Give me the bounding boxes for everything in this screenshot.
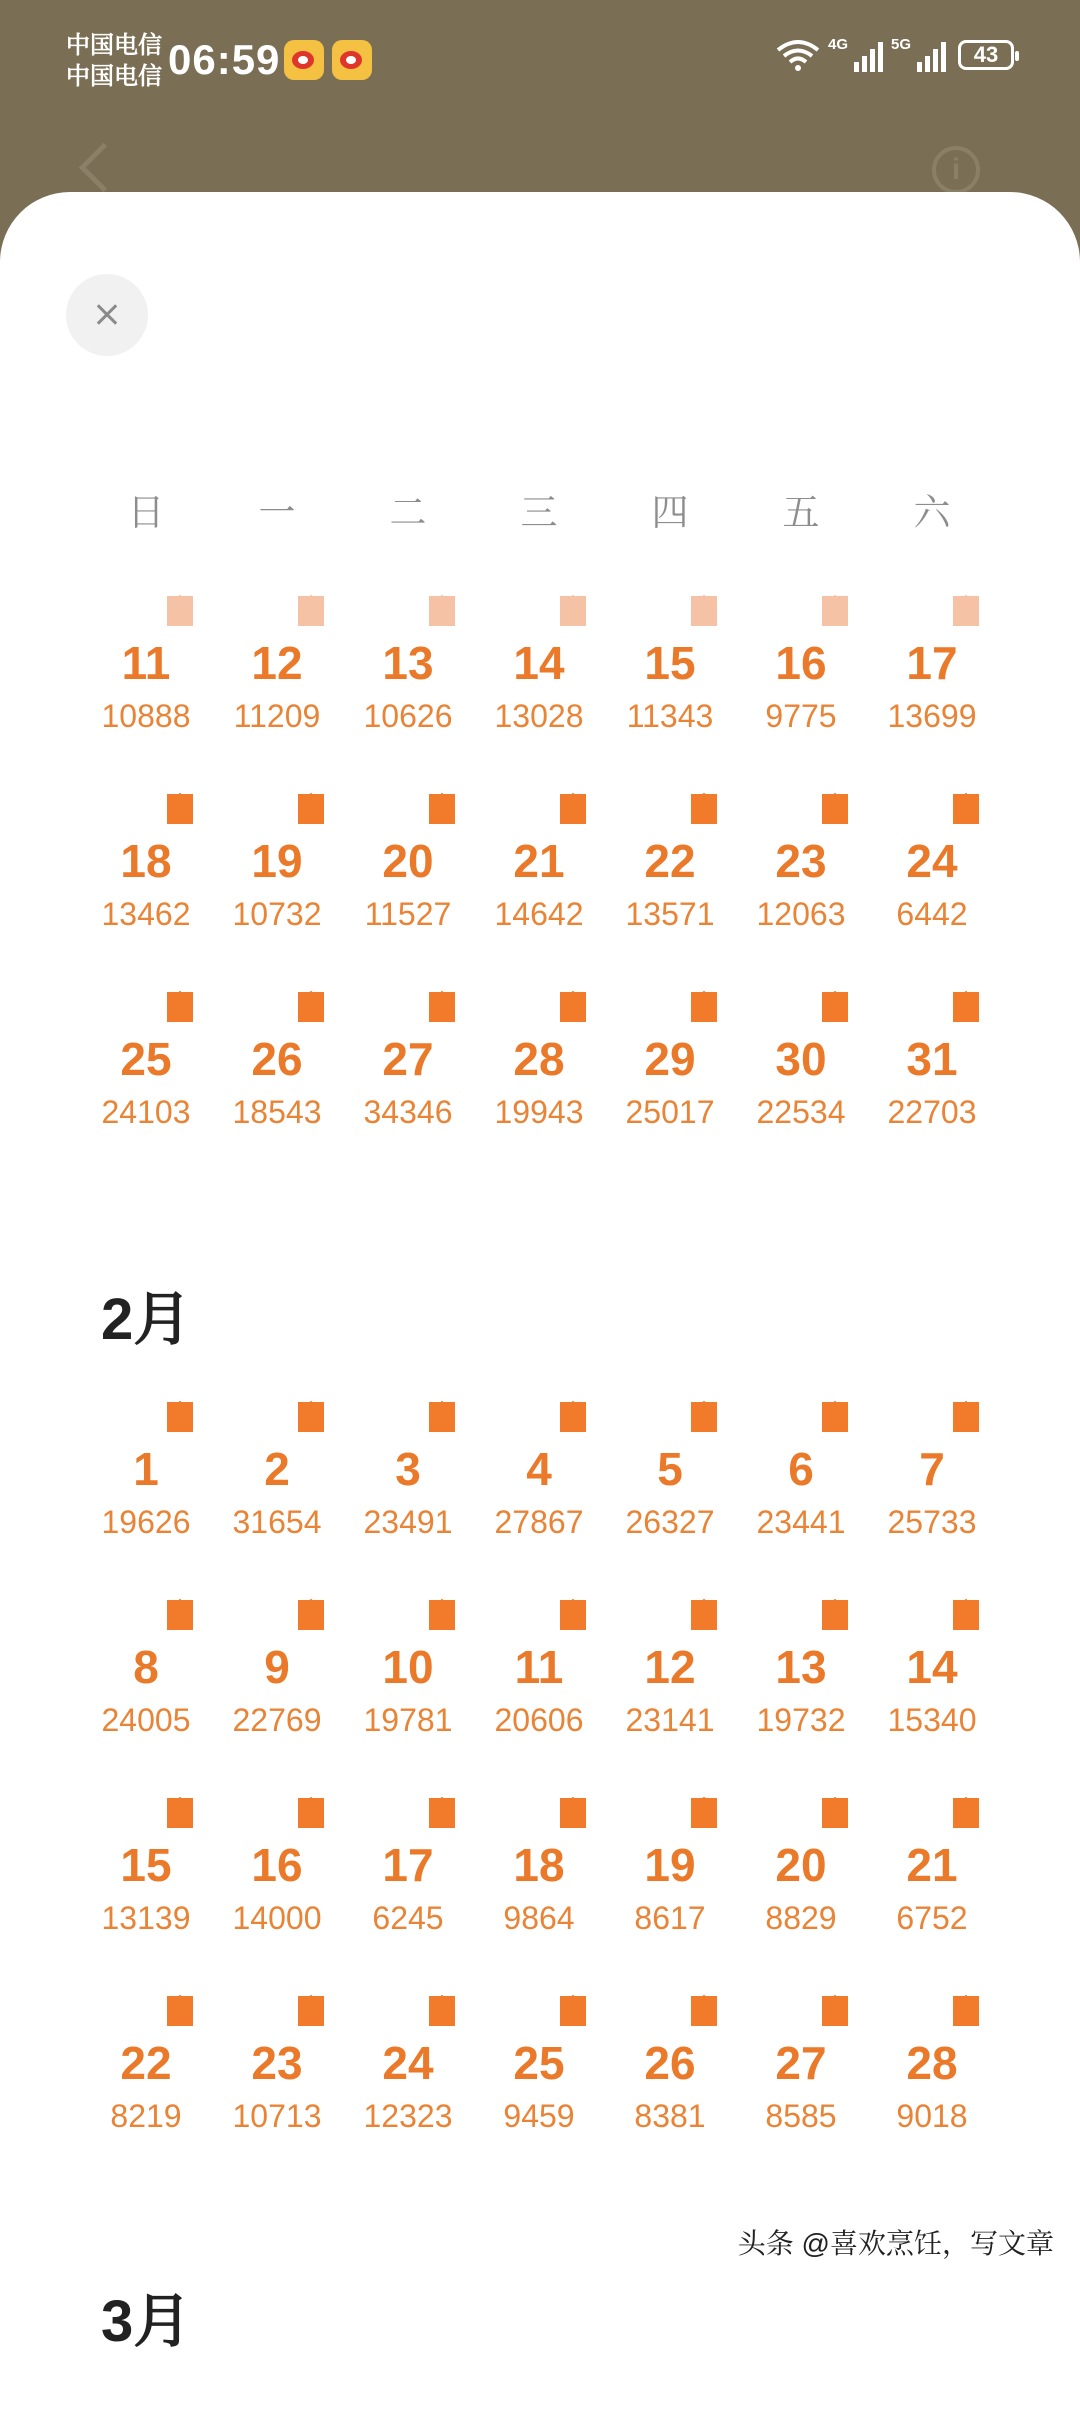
back-arrow-icon[interactable] <box>79 143 128 192</box>
network-5g-label: 5G <box>891 36 912 53</box>
flame-icon <box>167 1798 193 1828</box>
day-count: 19943 <box>494 1094 584 1130</box>
wifi-icon <box>776 38 820 72</box>
day-count: 18543 <box>232 1094 322 1130</box>
day-number: 13 <box>382 637 434 689</box>
day-number: 16 <box>251 1839 303 1891</box>
day-number: 23 <box>251 2037 303 2089</box>
watermark: 头条 @喜欢烹饪，写文章 <box>737 2228 1054 2259</box>
calendar-day-cell[interactable] <box>343 1444 473 1564</box>
weekday-label: 五 <box>782 492 820 533</box>
day-count: 22534 <box>756 1094 846 1130</box>
day-count: 11209 <box>233 698 321 734</box>
flame-icon <box>691 1798 717 1828</box>
flame-icon <box>298 1402 324 1432</box>
day-number: 27 <box>382 1033 434 1085</box>
day-number: 18 <box>120 835 172 887</box>
day-number: 21 <box>513 835 565 887</box>
day-number: 5 <box>657 1443 683 1495</box>
day-count: 14000 <box>232 1900 322 1936</box>
calendar-day-cell[interactable] <box>212 1444 342 1564</box>
day-number: 24 <box>906 835 958 887</box>
calendar-day-cell[interactable] <box>81 1444 211 1564</box>
calendar-day-cell[interactable] <box>605 1444 735 1564</box>
day-count: 13571 <box>625 896 715 932</box>
flame-icon <box>429 1798 455 1828</box>
carrier-2: 中国电信 <box>66 63 162 90</box>
close-button[interactable] <box>66 274 148 356</box>
weekday-label: 一 <box>258 492 296 533</box>
flame-icon <box>822 1402 848 1432</box>
flame-icon <box>298 1798 324 1828</box>
day-count: 14642 <box>494 896 584 932</box>
day-number: 14 <box>906 1641 958 1693</box>
calendar-day-cell[interactable] <box>343 836 473 956</box>
calendar-day-cell[interactable] <box>736 638 866 758</box>
day-count: 9018 <box>896 2098 968 2134</box>
flame-icon <box>822 596 848 626</box>
day-number: 28 <box>906 2037 958 2089</box>
flame-icon <box>298 1600 324 1630</box>
flame-icon <box>822 1798 848 1828</box>
day-number: 6 <box>788 1443 814 1495</box>
info-icon[interactable]: i <box>932 146 980 194</box>
calendar-day-cell[interactable] <box>474 638 604 758</box>
flame-icon <box>560 596 586 626</box>
flame-icon <box>429 1996 455 2026</box>
day-count: 13139 <box>101 1900 191 1936</box>
flame-icon <box>429 596 455 626</box>
day-count: 10732 <box>232 896 322 932</box>
calendar-day-cell[interactable] <box>343 638 473 758</box>
flame-icon <box>560 1600 586 1630</box>
day-number: 17 <box>382 1839 434 1891</box>
calendar-day-cell[interactable] <box>81 1840 211 1960</box>
day-count: 12323 <box>363 2098 453 2134</box>
calendar-day-cell[interactable] <box>474 836 604 956</box>
day-number: 11 <box>514 1641 564 1693</box>
day-count: 25017 <box>625 1094 715 1130</box>
day-number: 2 <box>264 1443 290 1495</box>
flame-icon <box>167 596 193 626</box>
signal-4g-icon <box>828 36 883 72</box>
flame-icon <box>429 1600 455 1630</box>
day-number: 22 <box>120 2037 172 2089</box>
day-number: 11 <box>121 637 171 689</box>
flame-icon <box>167 1402 193 1432</box>
day-count: 23491 <box>363 1504 453 1540</box>
calendar-day-cell[interactable] <box>343 1034 473 1154</box>
carrier-labels <box>66 30 162 92</box>
day-count: 10713 <box>232 2098 322 2134</box>
day-number: 7 <box>919 1443 945 1495</box>
battery-level: 43 <box>973 42 999 67</box>
day-count: 9459 <box>503 2098 575 2134</box>
day-count: 19626 <box>101 1504 191 1540</box>
day-count: 8585 <box>765 2098 837 2134</box>
flame-icon <box>298 1996 324 2026</box>
day-number: 29 <box>644 1033 696 1085</box>
day-count: 25733 <box>887 1504 977 1540</box>
day-number: 20 <box>775 1839 827 1891</box>
flame-icon <box>691 1996 717 2026</box>
day-number: 18 <box>513 1839 565 1891</box>
calendar-day-cell[interactable] <box>605 638 735 758</box>
day-count: 8381 <box>634 2098 706 2134</box>
calendar-day-cell[interactable] <box>605 1840 735 1960</box>
calendar-day-cell[interactable] <box>212 836 342 956</box>
day-number: 20 <box>382 835 434 887</box>
calendar-day-cell[interactable] <box>605 1642 735 1762</box>
day-count: 8829 <box>765 1900 837 1936</box>
day-count: 24005 <box>101 1702 191 1738</box>
calendar-day-cell[interactable] <box>81 836 211 956</box>
day-count: 13699 <box>887 698 977 734</box>
day-number: 15 <box>644 637 696 689</box>
day-number: 19 <box>251 835 303 887</box>
flame-icon <box>953 1402 979 1432</box>
day-number: 3 <box>395 1443 421 1495</box>
day-count: 31654 <box>232 1504 322 1540</box>
status-bar <box>0 0 1080 125</box>
day-count: 15340 <box>887 1702 977 1738</box>
battery-icon <box>958 40 1014 70</box>
day-number: 12 <box>644 1641 696 1693</box>
flame-icon <box>953 1798 979 1828</box>
calendar-day-cell[interactable] <box>81 1034 211 1154</box>
status-time: 06:59 <box>168 36 281 83</box>
day-number: 25 <box>513 2037 565 2089</box>
calendar-day-cell[interactable] <box>736 1034 866 1154</box>
day-count: 34346 <box>363 1094 453 1130</box>
flame-icon <box>691 1600 717 1630</box>
day-count: 6752 <box>896 1900 968 1936</box>
day-count: 22769 <box>232 1702 322 1738</box>
flame-icon <box>560 992 586 1022</box>
calendar-day-cell[interactable] <box>81 2038 211 2158</box>
day-count: 13028 <box>494 698 584 734</box>
calendar-day-cell[interactable] <box>736 1642 866 1762</box>
day-number: 4 <box>526 1443 552 1495</box>
day-number: 13 <box>775 1641 827 1693</box>
calendar-day-cell[interactable] <box>867 1444 997 1564</box>
day-number: 21 <box>906 1839 958 1891</box>
calendar-day-cell[interactable] <box>867 836 997 956</box>
flame-icon <box>691 992 717 1022</box>
day-count: 10888 <box>101 698 191 734</box>
calendar-day-cell[interactable] <box>867 638 997 758</box>
day-count: 11527 <box>364 896 452 932</box>
weibo-notification-icon <box>284 40 324 80</box>
flame-icon <box>560 1996 586 2026</box>
flame-icon <box>560 1798 586 1828</box>
flame-icon <box>822 992 848 1022</box>
flame-icon <box>953 1600 979 1630</box>
status-icons <box>776 38 1014 72</box>
day-count: 12063 <box>756 896 846 932</box>
flame-icon <box>560 1402 586 1432</box>
calendar-day-cell[interactable] <box>343 1642 473 1762</box>
weekday-label: 日 <box>127 492 165 533</box>
day-count: 23441 <box>756 1504 846 1540</box>
day-count: 11343 <box>626 698 714 734</box>
day-number: 12 <box>251 637 303 689</box>
month-title-march: 3月 <box>101 2289 192 2354</box>
day-count: 6245 <box>372 1900 444 1936</box>
calendar-day-cell[interactable] <box>474 1444 604 1564</box>
day-number: 30 <box>775 1033 827 1085</box>
calendar-day-cell[interactable] <box>867 1642 997 1762</box>
flame-icon <box>691 794 717 824</box>
day-count: 9775 <box>765 698 837 734</box>
day-count: 20606 <box>494 1702 584 1738</box>
day-number: 28 <box>513 1033 565 1085</box>
day-number: 27 <box>775 2037 827 2089</box>
carrier-1: 中国电信 <box>66 32 162 59</box>
day-number: 16 <box>775 637 827 689</box>
flame-icon <box>953 596 979 626</box>
day-number: 10 <box>382 1641 434 1693</box>
flame-icon <box>822 1996 848 2026</box>
flame-icon <box>822 794 848 824</box>
flame-icon <box>953 794 979 824</box>
flame-icon <box>298 794 324 824</box>
day-count: 19732 <box>756 1702 846 1738</box>
weekday-label: 六 <box>913 492 951 533</box>
day-number: 15 <box>120 1839 172 1891</box>
day-number: 26 <box>251 1033 303 1085</box>
day-count: 19781 <box>363 1702 453 1738</box>
calendar-day-cell[interactable] <box>605 2038 735 2158</box>
weekday-label: 三 <box>520 492 558 533</box>
day-count: 22703 <box>887 1094 977 1130</box>
day-number: 25 <box>120 1033 172 1085</box>
flame-icon <box>167 794 193 824</box>
month-title-february: 2月 <box>101 1287 192 1352</box>
day-number: 22 <box>644 835 696 887</box>
flame-icon <box>429 794 455 824</box>
flame-icon <box>822 1600 848 1630</box>
calendar-day-cell[interactable] <box>867 1840 997 1960</box>
calendar-day-cell[interactable] <box>736 836 866 956</box>
flame-icon <box>429 992 455 1022</box>
calendar-day-cell[interactable] <box>605 836 735 956</box>
flame-icon <box>298 596 324 626</box>
calendar-day-cell[interactable] <box>474 1840 604 1960</box>
calendar-day-cell[interactable] <box>605 1034 735 1154</box>
flame-icon <box>167 1600 193 1630</box>
calendar-day-cell[interactable] <box>212 1840 342 1960</box>
calendar-day-cell[interactable] <box>736 2038 866 2158</box>
day-count: 23141 <box>625 1702 715 1738</box>
flame-icon <box>298 992 324 1022</box>
calendar-day-cell[interactable] <box>474 1642 604 1762</box>
calendar-day-cell[interactable] <box>736 1840 866 1960</box>
calendar-sheet <box>0 192 1080 2412</box>
day-count: 26327 <box>625 1504 715 1540</box>
day-count: 27867 <box>494 1504 584 1540</box>
weekday-label: 二 <box>389 492 427 533</box>
day-count: 24103 <box>101 1094 191 1130</box>
day-count: 8219 <box>110 2098 182 2134</box>
calendar-day-cell[interactable] <box>867 1034 997 1154</box>
day-count: 10626 <box>363 698 453 734</box>
day-number: 1 <box>133 1443 159 1495</box>
calendar-day-cell[interactable] <box>736 1444 866 1564</box>
day-number: 26 <box>644 2037 696 2089</box>
flame-icon <box>953 1996 979 2026</box>
day-count: 6442 <box>896 896 968 932</box>
calendar-day-cell[interactable] <box>212 2038 342 2158</box>
flame-icon <box>953 992 979 1022</box>
calendar-day-cell[interactable] <box>474 2038 604 2158</box>
weekday-header <box>0 482 1080 533</box>
calendar-day-cell[interactable] <box>474 1034 604 1154</box>
calendar-day-cell[interactable] <box>212 1034 342 1154</box>
day-number: 14 <box>513 637 565 689</box>
day-count: 8617 <box>634 1900 706 1936</box>
weekday-label: 四 <box>651 492 689 533</box>
calendar-day-cell[interactable] <box>212 1642 342 1762</box>
day-count: 9864 <box>503 1900 575 1936</box>
calendar-day-cell[interactable] <box>212 638 342 758</box>
calendar-day-cell[interactable] <box>343 1840 473 1960</box>
flame-icon <box>691 1402 717 1432</box>
calendar-day-cell[interactable] <box>867 2038 997 2158</box>
day-number: 19 <box>644 1839 696 1891</box>
calendar-day-cell[interactable] <box>81 638 211 758</box>
calendar-day-cell[interactable] <box>81 1642 211 1762</box>
day-number: 17 <box>906 637 958 689</box>
day-number: 24 <box>382 2037 434 2089</box>
flame-icon <box>167 992 193 1022</box>
weibo-notification-icon <box>332 40 372 80</box>
calendar-day-cell[interactable] <box>343 2038 473 2158</box>
day-number: 31 <box>906 1033 958 1085</box>
day-number: 23 <box>775 835 827 887</box>
signal-5g-icon <box>891 36 946 72</box>
flame-icon <box>560 794 586 824</box>
flame-icon <box>429 1402 455 1432</box>
flame-icon <box>167 1996 193 2026</box>
day-count: 13462 <box>101 896 191 932</box>
day-number: 8 <box>133 1641 159 1693</box>
day-number: 9 <box>264 1641 290 1693</box>
network-4g-label: 4G <box>828 36 849 53</box>
flame-icon <box>691 596 717 626</box>
